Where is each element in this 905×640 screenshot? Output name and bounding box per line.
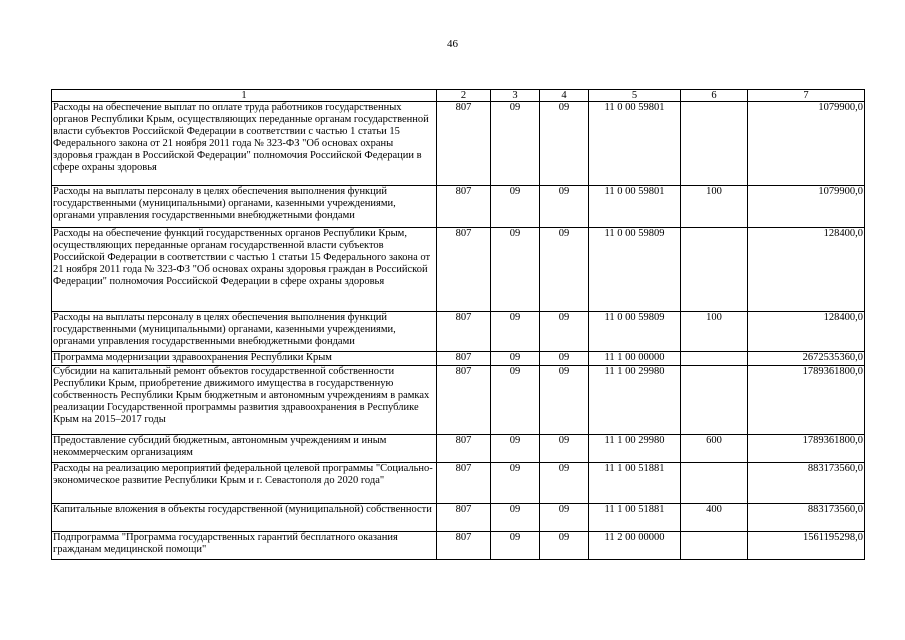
subsection-code: 09 xyxy=(540,532,589,560)
column-number: 4 xyxy=(540,90,589,102)
subsection-code: 09 xyxy=(540,102,589,186)
page-number: 46 xyxy=(447,38,458,50)
section-code: 09 xyxy=(491,435,540,463)
target-article-code: 11 1 00 51881 xyxy=(589,463,681,504)
target-article-code: 11 1 00 29980 xyxy=(589,366,681,435)
column-number: 7 xyxy=(748,90,865,102)
expense-description: Расходы на обеспечение выплат по оплате труда работников государственных органов Республики Крым, осуществляющих переданные органам государственной власти субъектов Российской Федерации в соответствии с частью 1 статьи 15 Федерального закона от 21 ноября 2011 года № 323-ФЗ "Об основах охраны здоровья граждан в Российской Федерации" полномочия Российской Федерации в сфере охраны здоровья xyxy=(52,102,437,186)
amount: 1079900,0 xyxy=(748,186,865,228)
section-code: 09 xyxy=(491,463,540,504)
expense-type-code xyxy=(681,532,748,560)
expense-description: Подпрограмма "Программа государственных гарантий бесплатного оказания гражданам медицинской помощи" xyxy=(52,532,437,560)
subsection-code: 09 xyxy=(540,312,589,352)
section-code: 09 xyxy=(491,532,540,560)
expense-type-code: 600 xyxy=(681,435,748,463)
table-row xyxy=(52,102,865,186)
expense-description: Расходы на реализацию мероприятий федеральной целевой программы "Социально-экономическое развитие Республики Крым и г. Севастополя до 2020 года" xyxy=(52,463,437,504)
table-row xyxy=(52,532,865,560)
target-article-code: 11 1 00 51881 xyxy=(589,504,681,532)
target-article-code: 11 1 00 00000 xyxy=(589,352,681,366)
column-number: 1 xyxy=(52,90,437,102)
table-row xyxy=(52,435,865,463)
subsection-code: 09 xyxy=(540,228,589,312)
ministry-code: 807 xyxy=(437,352,491,366)
subsection-code: 09 xyxy=(540,463,589,504)
section-code: 09 xyxy=(491,186,540,228)
expense-description: Расходы на выплаты персоналу в целях обеспечения выполнения функций государственными (муниципальными) органами, казенными учреждениями, органами управления государственными внебюджетными фондами xyxy=(52,186,437,228)
subsection-code: 09 xyxy=(540,366,589,435)
amount: 1789361800,0 xyxy=(748,435,865,463)
subsection-code: 09 xyxy=(540,435,589,463)
expense-description: Предоставление субсидий бюджетным, автономным учреждениям и иным некоммерческим организациям xyxy=(52,435,437,463)
ministry-code: 807 xyxy=(437,312,491,352)
expense-description: Субсидии на капитальный ремонт объектов государственной собственности Республики Крым, приобретение движимого имущества в государственную собственность Республики Крым бюджетным и автономным учреждениям в рамках реализации Государственной программы развития здравоохранения в Республике Крым на 2015–2017 годы xyxy=(52,366,437,435)
expense-description: Программа модернизации здравоохранения Республики Крым xyxy=(52,352,437,366)
table-row xyxy=(52,186,865,228)
target-article-code: 11 0 00 59801 xyxy=(589,102,681,186)
expense-type-code xyxy=(681,352,748,366)
column-number: 2 xyxy=(437,90,491,102)
target-article-code: 11 0 00 59809 xyxy=(589,312,681,352)
target-article-code: 11 0 00 59801 xyxy=(589,186,681,228)
amount: 2672535360,0 xyxy=(748,352,865,366)
budget-table xyxy=(51,89,865,560)
table-row xyxy=(52,463,865,504)
expense-type-code xyxy=(681,366,748,435)
expense-type-code: 100 xyxy=(681,312,748,352)
table-row xyxy=(52,366,865,435)
target-article-code: 11 0 00 59809 xyxy=(589,228,681,312)
amount: 1079900,0 xyxy=(748,102,865,186)
table-row xyxy=(52,312,865,352)
section-code: 09 xyxy=(491,366,540,435)
table-row xyxy=(52,352,865,366)
expense-type-code xyxy=(681,463,748,504)
amount: 883173560,0 xyxy=(748,463,865,504)
expense-type-code xyxy=(681,102,748,186)
expense-description: Капитальные вложения в объекты государственной (муниципальной) собственности xyxy=(52,504,437,532)
ministry-code: 807 xyxy=(437,366,491,435)
expense-type-code xyxy=(681,228,748,312)
column-number: 3 xyxy=(491,90,540,102)
ministry-code: 807 xyxy=(437,186,491,228)
table-row xyxy=(52,504,865,532)
section-code: 09 xyxy=(491,228,540,312)
ministry-code: 807 xyxy=(437,532,491,560)
column-number: 6 xyxy=(681,90,748,102)
ministry-code: 807 xyxy=(437,102,491,186)
section-code: 09 xyxy=(491,504,540,532)
amount: 1789361800,0 xyxy=(748,366,865,435)
expense-description: Расходы на выплаты персоналу в целях обеспечения выполнения функций государственными (муниципальными) органами, казенными учреждениями, органами управления государственными внебюджетными фондами xyxy=(52,312,437,352)
subsection-code: 09 xyxy=(540,504,589,532)
ministry-code: 807 xyxy=(437,228,491,312)
expense-type-code: 400 xyxy=(681,504,748,532)
table-row xyxy=(52,228,865,312)
column-number-row xyxy=(52,90,865,102)
section-code: 09 xyxy=(491,312,540,352)
section-code: 09 xyxy=(491,102,540,186)
amount: 128400,0 xyxy=(748,312,865,352)
amount: 1561195298,0 xyxy=(748,532,865,560)
ministry-code: 807 xyxy=(437,435,491,463)
amount: 128400,0 xyxy=(748,228,865,312)
ministry-code: 807 xyxy=(437,504,491,532)
target-article-code: 11 1 00 29980 xyxy=(589,435,681,463)
column-number: 5 xyxy=(589,90,681,102)
subsection-code: 09 xyxy=(540,186,589,228)
expense-description: Расходы на обеспечение функций государственных органов Республики Крым, осуществляющих переданные органам государственной власти субъектов Российской Федерации в соответствии с частью 1 статьи 15 Федерального закона от 21 ноября 2011 года № 323-ФЗ "Об основах охраны здоровья граждан в Российской Федерации" полномочия Российской Федерации в сфере охраны здоровья xyxy=(52,228,437,312)
amount: 883173560,0 xyxy=(748,504,865,532)
ministry-code: 807 xyxy=(437,463,491,504)
target-article-code: 11 2 00 00000 xyxy=(589,532,681,560)
section-code: 09 xyxy=(491,352,540,366)
subsection-code: 09 xyxy=(540,352,589,366)
expense-type-code: 100 xyxy=(681,186,748,228)
